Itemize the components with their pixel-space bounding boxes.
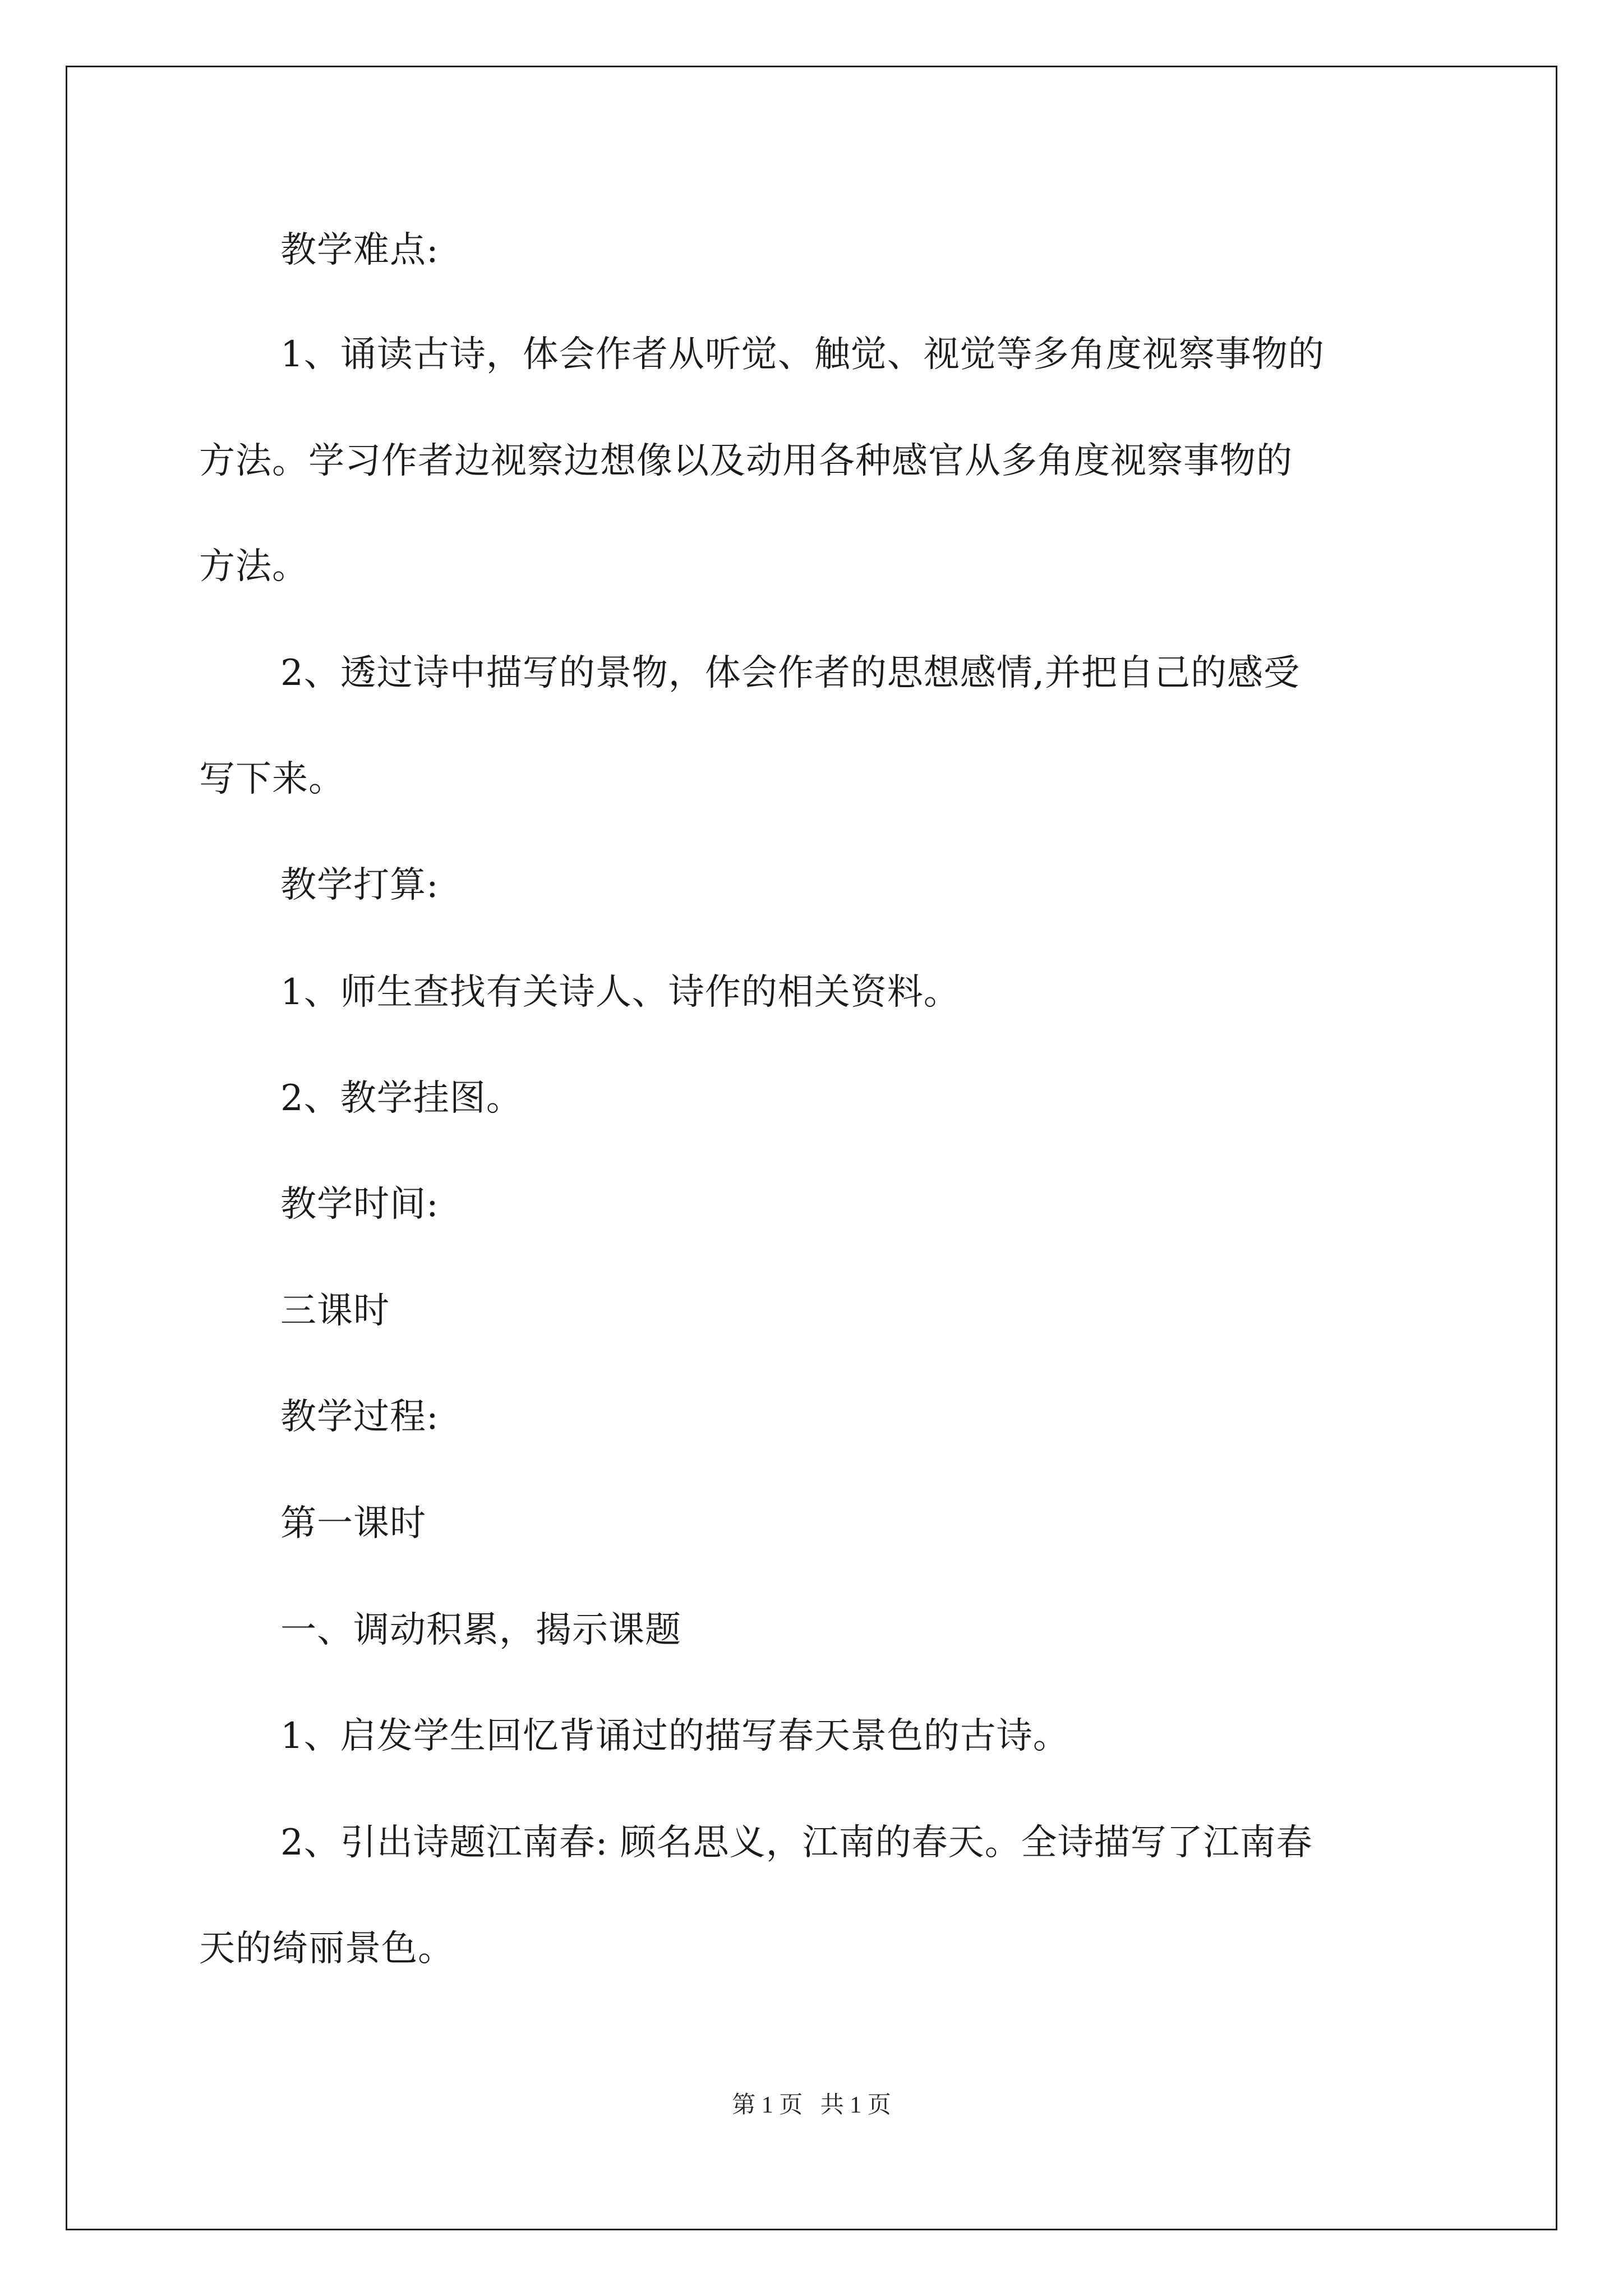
heading-section-one: 一、调动积累，揭示课题	[280, 1609, 681, 1651]
paragraph-line: 1、启发学生回忆背诵过的描写春天景色的古诗。	[280, 1715, 1069, 1757]
page-footer: 第 1 页 共 1 页	[732, 2092, 891, 2118]
heading-teaching-time: 教学时间:	[280, 1184, 439, 1225]
paragraph-line: 2、透过诗中描写的景物，体会作者的思想感情,并把自己的感受	[280, 652, 1301, 694]
heading-teaching-preparation: 教学打算:	[280, 864, 439, 906]
paragraph-line: 方法。学习作者边视察边想像以及动用各种感官从多角度视察事物的	[199, 440, 1293, 482]
paragraph-line: 三课时	[280, 1290, 390, 1332]
heading-teaching-process: 教学过程:	[280, 1396, 439, 1438]
paragraph-line: 2、引出诗题江南春: 顾名思义，江南的春天。全诗描写了江南春	[280, 1822, 1313, 1864]
paragraph-line: 2、教学挂图。	[280, 1078, 523, 1119]
paragraph-line: 天的绮丽景色。	[199, 1928, 454, 1970]
paragraph-line: 写下来。	[199, 758, 345, 800]
heading-first-lesson: 第一课时	[280, 1503, 426, 1544]
page-border	[66, 66, 1557, 2230]
paragraph-line: 方法。	[199, 546, 308, 587]
heading-teaching-difficulties: 教学难点:	[280, 229, 439, 271]
paragraph-line: 1、师生查找有关诗人、诗作的相关资料。	[280, 972, 960, 1013]
paragraph-line: 1、诵读古诗，体会作者从听觉、触觉、视觉等多角度视察事物的	[280, 334, 1325, 375]
